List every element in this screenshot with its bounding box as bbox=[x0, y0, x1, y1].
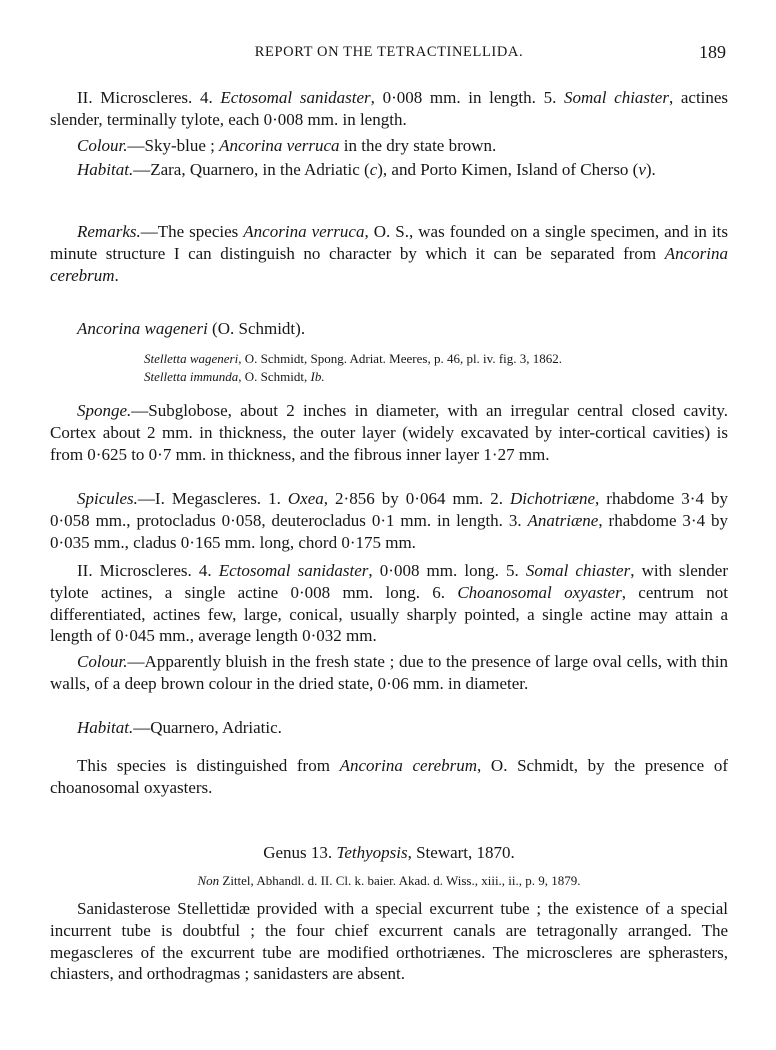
wageneri-microscleres-paragraph: II. Microscleres. 4. Ectosomal sanidaster, 0·008 mm. long. 5. Somal chiaster, with slender tylote actines, a single actine 0·008 mm. long. 6. Choanosomal oxyaster, centrum not differentiated, actines few, large, conical, usually sharply pointed, a single actine may attain a length of 0·045 mm., average length 0·032 mm. bbox=[50, 561, 729, 646]
wageneri-note-paragraph: This species is distinguished from Ancorina cerebrum, O. Schmidt, by the presence of choanosomal oxyasters. bbox=[50, 756, 728, 797]
running-head: REPORT ON THE TETRACTINELLIDA. bbox=[254, 44, 524, 60]
species-term: Ectosomal sanidaster bbox=[220, 88, 371, 107]
section-label: Habitat. bbox=[77, 160, 134, 179]
wageneri-colour-paragraph: Colour.—Apparently bluish in the fresh state ; due to the presence of large oval cells, with thin walls, of a deep brown colour in the dried state, 0·06 mm. in diameter. bbox=[50, 652, 728, 693]
synonym-reference: Stelletta immunda, O. Schmidt, Ib. bbox=[144, 369, 325, 384]
section-label: Sponge. bbox=[77, 401, 132, 420]
species-name: Ancorina verruca bbox=[219, 136, 340, 155]
synonym-reference: Stelletta wageneri, O. Schmidt, Spong. Adriat. Meeres, p. 46, pl. iv. fig. 3, 1862. bbox=[144, 351, 563, 366]
page-number: 189 bbox=[699, 42, 726, 62]
wageneri-habitat-paragraph: Habitat.—Quarnero, Adriatic. bbox=[77, 718, 282, 737]
genus-heading: Genus 13. Tethyopsis, Stewart, 1870. bbox=[263, 843, 515, 862]
section-label: Remarks. bbox=[77, 222, 141, 241]
verruca-microscleres-paragraph: II. Microscleres. 4. Ectosomal sanidaster, 0·008 mm. in length. 5. Somal chiaster, actines slender, terminally tylote, each 0·008 mm. in length. bbox=[50, 88, 729, 129]
species-term: Somal chiaster bbox=[564, 88, 669, 107]
species-name: Ancorina cerebrum bbox=[50, 243, 728, 285]
section-label: Colour. bbox=[77, 136, 128, 155]
verruca-colour-paragraph: Colour.—Sky-blue ; Ancorina verruca in the dry state brown. bbox=[77, 136, 497, 155]
species-name: Ancorina verruca bbox=[243, 222, 365, 241]
genus-diagnosis-paragraph: Sanidasterose Stellettidæ provided with a special excurrent tube ; the existence of a special incurrent tube is doubtful ; the four chief excurrent canals are tetragonally arranged. The megascleres of the excurrent tube are modified orthotriænes. The microscleres are spherasters, chiasters, and orthodragmas ; sanidasters are absent. bbox=[50, 899, 728, 984]
section-label: Colour. bbox=[77, 652, 128, 671]
section-label: Habitat. bbox=[77, 718, 134, 737]
species-name: Ancorina cerebrum bbox=[339, 756, 478, 775]
page-header bbox=[50, 44, 728, 68]
genus-non-reference: Non Zittel, Abhandl. d. II. Cl. k. baier. Akad. d. Wiss., xiii., ii., p. 9, 1879. bbox=[197, 873, 581, 888]
species-heading-wageneri: Ancorina wageneri (O. Schmidt). bbox=[77, 319, 306, 338]
section-label: Spicules. bbox=[77, 489, 138, 508]
verruca-remarks-paragraph: Remarks.—The species Ancorina verruca, O. S., was founded on a single specimen, and in its minute structure I can distinguish no character by which it can be separated from Ancorina cerebrum. bbox=[50, 222, 728, 285]
wageneri-spicules-paragraph: Spicules.—I. Megascleres. 1. Oxea, 2·856 by 0·064 mm. 2. Dichotriæne, rhabdome 3·4 by 0·058 mm., protocladus 0·058, deuterocladus 0·1 mm. in length. 3. Anatriæne, rhabdome 3·4 by 0·035 mm., cladus 0·165 mm. long, chord 0·175 mm. bbox=[50, 489, 729, 552]
wageneri-sponge-paragraph: Sponge.—Subglobose, about 2 inches in diameter, with an irregular central closed cavity. Cortex about 2 mm. in thickness, the outer layer (widely excavated by inter-cortical cavities) is from 0·625 to 0·7 mm. in thickness, and the fibrous inner layer 1·27 mm. bbox=[50, 401, 728, 464]
verruca-habitat-paragraph: Habitat.—Zara, Quarnero, in the Adriatic (c), and Porto Kimen, Island of Cherso (v). bbox=[77, 160, 656, 179]
